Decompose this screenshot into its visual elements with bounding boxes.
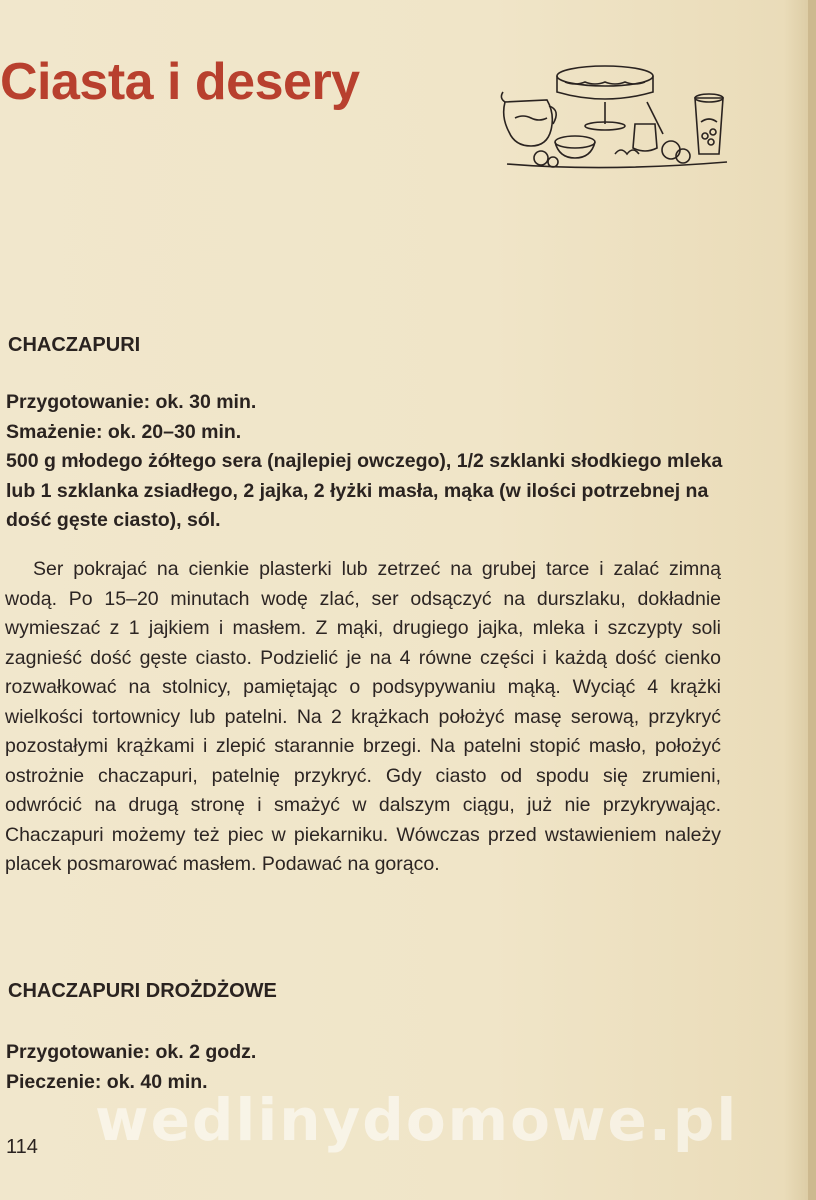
- recipe-title: CHACZAPURI DROŻDŻOWE: [8, 980, 277, 1002]
- prep-time: Przygotowanie: ok. 2 godz.: [6, 1041, 257, 1063]
- ingredients-list: 500 g młodego żółtego sera (najlepiej owczego), 1/2 szklanki słodkiego mleka lub 1 szklanka zsiadłego, 2 jajka, 2 łyżki masła, mąka (w ilości potrzebnej na dość gęste ciasto), sól.: [6, 450, 723, 531]
- bake-time: Pieczenie: ok. 40 min.: [6, 1070, 208, 1093]
- page-number: 114: [6, 1136, 38, 1158]
- tableware-sketch-icon: [495, 62, 730, 170]
- recipe-meta: [6, 388, 726, 536]
- chapter-title: Ciasta i desery: [0, 53, 360, 111]
- watermark: wedlinydomowe.pl: [95, 1086, 739, 1154]
- page-edge: [808, 0, 816, 1200]
- cook-time: Smażenie: ok. 20–30 min.: [6, 420, 242, 443]
- recipe-method: Ser pokrajać na cienkie plasterki lub zetrzeć na grubej tarce i zalać zimną wodą. Po 15–20 minutach wodę zlać, ser odsączyć na durszlaku, dokładnie wymieszać z 1 jajkiem i masłem. Z mąki, drugiego jajka, mleka i szczypty soli zagnieść dość gęste ciasto. Podzielić je na 4 równe części i każdą dość cienko rozwałkować na stolnicy, pamiętając o podsypywaniu mąką. Wyciąć 4 krążki wielkości tortownicy lub patelni. Na 2 krążkach położyć masę serową, przykryć pozostałymi krążkami i zlepić starannie brzegi. Na patelni stopić masło, położyć ostrożnie chaczapuri, patelnię przykryć. Gdy ciasto od spodu się zrumieni, odwrócić na drugą stronę i smażyć w dalszym ciągu, już nie przykrywając. Chaczapuri możemy też piec w piekarniku. Wówczas przed wstawieniem należy placek posmarować masłem. Podawać na gorąco.: [5, 558, 721, 875]
- prep-time: Przygotowanie: ok. 30 min.: [6, 391, 257, 413]
- recipe-title: CHACZAPURI: [8, 334, 141, 356]
